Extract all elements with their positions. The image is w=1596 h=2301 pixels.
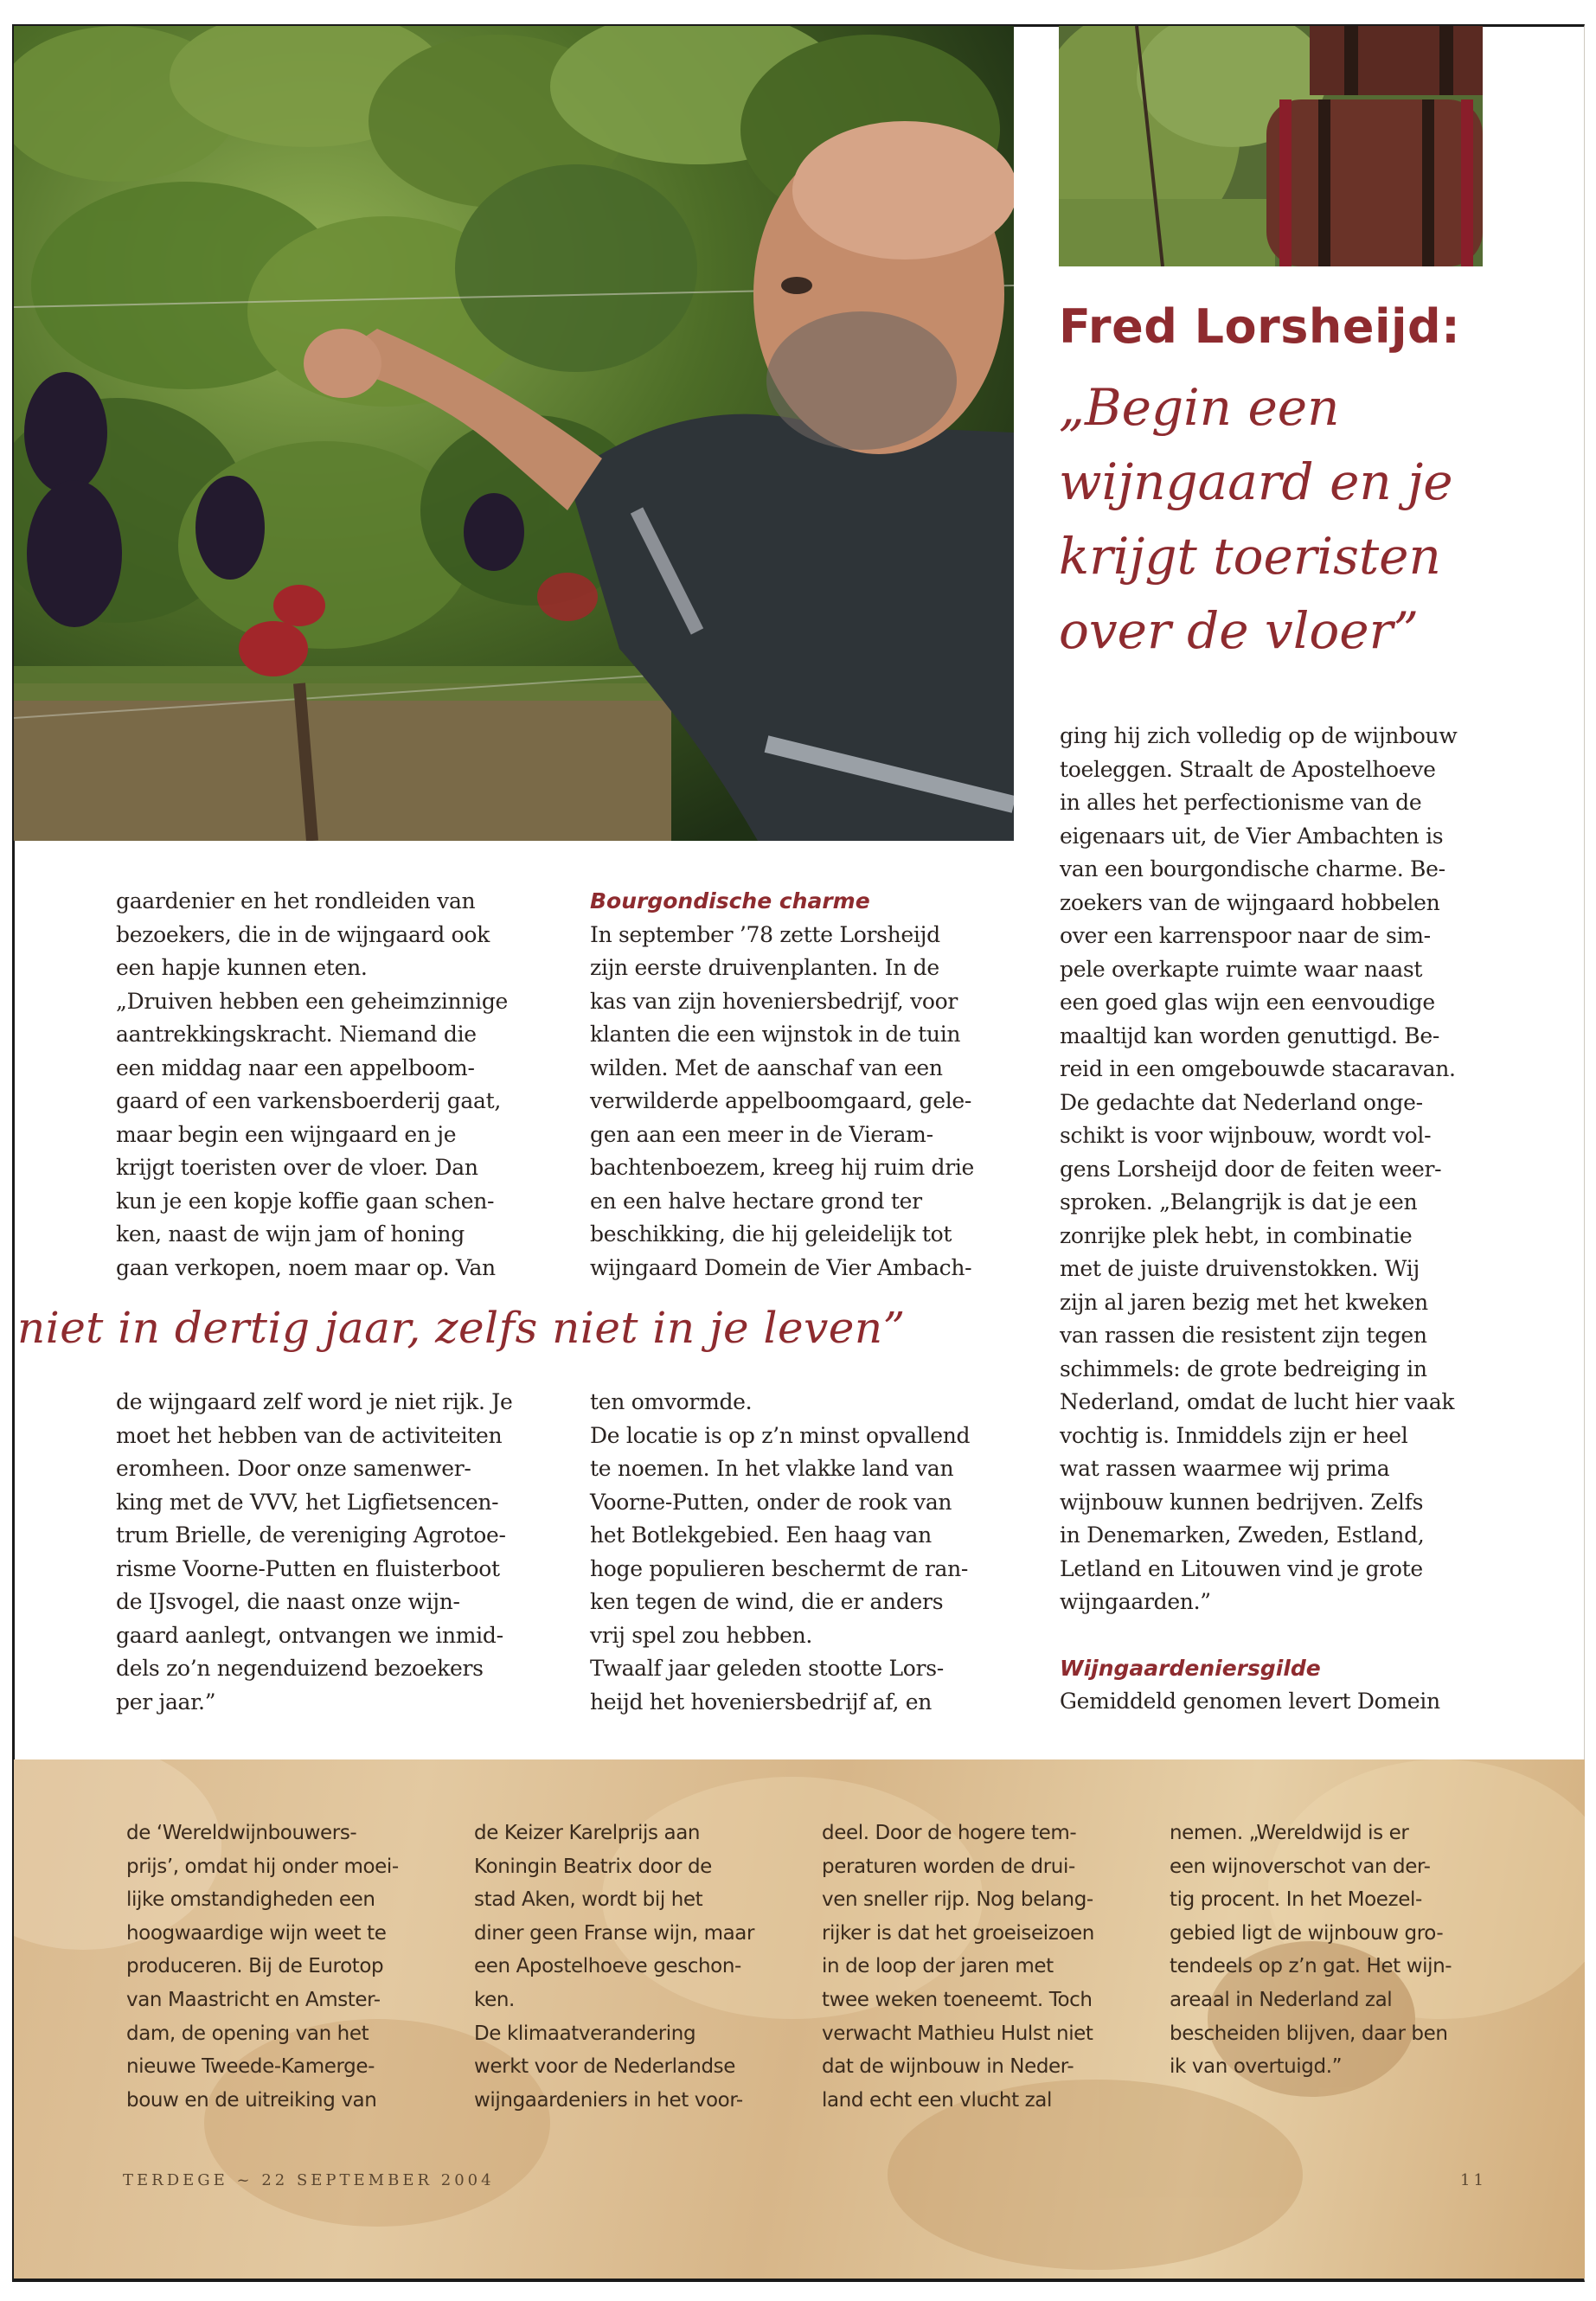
interviewee-name: Fred Lorsheijd:: [1059, 299, 1461, 354]
pull-quote: niet in dertig jaar, zelfs niet in je leven”: [17, 1303, 906, 1353]
article-column-2-bottom: ten omvormde. De locatie is op z’n minst opvallend te noemen. In het vlakke land van Voorne-Putten, onder de rook van het Botlekgebied. Een haag van hoge populieren beschermt de ran- ken tegen de wind, die er anders vrij spel zou hebben. Twaalf jaar geleden stootte Lors- heijd het hoveniersbedrijf af, en: [590, 1389, 971, 1715]
sidebar-column-4: nemen. „Wereldwijd is er een wijnoverschot van der- tig procent. In het Moezel- gebied ligt de wijnbouw gro- tendeels op z’n gat. Het wijn- areaal in Nederland zal bescheiden blijven, daar ben ik van overtuigd.”: [1170, 1822, 1452, 2079]
headline-quote-line: wijngaard en je: [1059, 452, 1453, 511]
vineyard-photo: [14, 26, 1014, 841]
headline-quote-line: „Begin een: [1059, 378, 1340, 437]
article-paragraph: In september ’78 zette Lorsheijd zijn eerste druivenplanten. In de kas van zijn hoveniersbedrijf, voor klanten die een wijnstok in de tuin wilden. Met de aanschaf van een verwilderde appelboomgaard, gele- gen aan een meer in de Vieram- bachtenboezem, kreeg hij ruim drie en een halve hectare grond ter beschikking, die hij geleidelijk tot wijngaard Domein de Vier Ambach-: [590, 921, 975, 1280]
sidebar-box: [14, 1759, 1585, 2279]
article-paragraph: ging hij zich volledig op de wijnbouw toeleggen. Straalt de Apostelhoeve in alles het perfectionisme van de eigenaars uit, de Vier Ambachten is van een bourgondische charme. Be- zoekers van de wijngaard hobbelen over een karrenspoor naar de sim- pele overkapte ruimte waar naast een goed glas wijn een eenvoudige maaltijd kan worden genuttigd. Be- reid in een omgebouwde stacaravan. De gedachte dat Nederland onge- schikt is voor wijnbouw, wordt vol- gens Lorsheijd door de feiten weer- sproken. „Belangrijk is dat je een zonrijke plek hebt, in combinatie met de juiste druivenstokken. Wij zijn al jaren bezig met het kweken van rassen die resistent zijn tegen schimmels: de grote bedreiging in Nederland, omdat de lucht hier vaak vochtig is. Inmiddels zijn er heel wat rassen waarmee wij prima wijnbouw kunnen bedrijven. Zelfs in Denemarken, Zweden, Estland, Letland en Litouwen vind je grote wijngaarden.”: [1060, 723, 1458, 1614]
page-number: 11: [1460, 2171, 1487, 2189]
wine-barrels-photo: [1059, 26, 1483, 266]
article-column-2-top: [590, 885, 1022, 1285]
section-heading: Wijngaardeniersgilde: [1060, 1655, 1321, 1681]
sidebar-column-3: deel. Door de hogere tem- peraturen worden de drui- ven sneller rijp. Nog belang- rijker is dat het groeiseizoen in de loop der jaren met twee weken toeneemt. Toch verwacht Mathieu Hulst niet dat de wijnbouw in Neder- land echt een vlucht zal: [822, 1822, 1094, 2112]
article-column-3: [1060, 720, 1544, 1719]
sidebar-column-2: de Keizer Karelprijs aan Koningin Beatrix door de stad Aken, wordt bij het diner geen Franse wijn, maar een Apostelhoeve geschon- ken. De klimaatverandering werkt voor de Nederlandse wijngaardeniers in het voor-: [474, 1822, 755, 2112]
article-paragraph: Gemiddeld genomen levert Domein: [1060, 1689, 1440, 1714]
headline-quote-line: over de vloer”: [1059, 601, 1419, 660]
article-column-1-bottom: de wijngaard zelf word je niet rijk. Je moet het hebben van de activiteiten eromheen. Door onze samenwer- king met de VVV, het Ligfietsencen- trum Brielle, de vereniging Agrotoe- risme Voorne-Putten en fluisterboot de IJsvogel, die naast onze wijn- gaard aanlegt, ontvangen we inmid- dels zo’n negenduizend bezoekers per jaar.”: [116, 1389, 513, 1715]
headline-quote: [1059, 370, 1543, 668]
publication-footer: TERDEGE ~ 22 SEPTEMBER 2004: [123, 2171, 495, 2189]
section-heading: Bourgondische charme: [590, 888, 870, 913]
article-column-1-top: gaardenier en het rondleiden van bezoekers, die in de wijngaard ook een hapje kunnen eten. „Druiven hebben een geheimzinnige aantrekkingskracht. Niemand die een middag naar een appelboom- gaard of een varkensboerderij gaat, maar begin een wijngaard en je krijgt toeristen over de vloer. Dan kun je een kopje koffie gaan schen- ken, naast de wijn jam of honing gaan verkopen, noem maar op. Van: [116, 888, 509, 1280]
headline-quote-line: krijgt toeristen: [1059, 527, 1441, 586]
sidebar-column-1: de ‘Wereldwijnbouwers- prijs’, omdat hij onder moei- lijke omstandigheden een hoogwaardige wijn weet te produceren. Bij de Eurotop van Maastricht en Amster- dam, de opening van het nieuwe Tweede-Kamerge- bouw en de uitreiking van: [126, 1822, 399, 2112]
